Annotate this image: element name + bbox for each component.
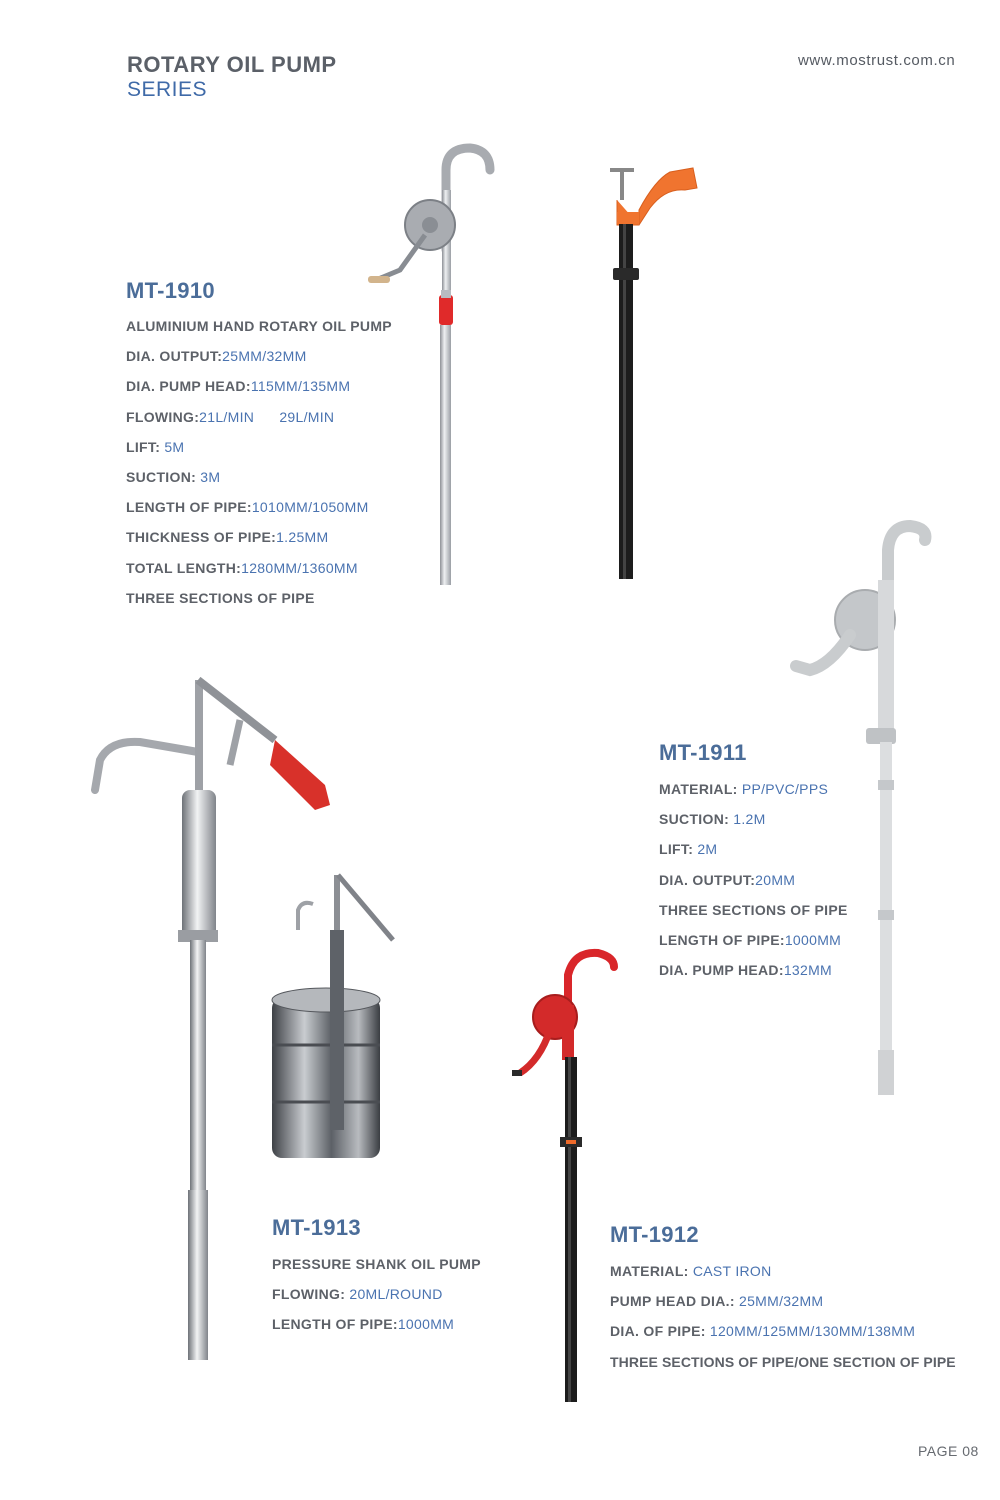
mt1913-barrel-image: [268, 870, 398, 1165]
spec-row: SUCTION: 1.2M: [659, 811, 766, 828]
spec-row: DIA. PUMP HEAD:132MM: [659, 962, 832, 979]
spec-row: LENGTH OF PIPE:1000MM: [659, 932, 842, 949]
spec-row: TOTAL LENGTH:1280MM/1360MM: [126, 559, 358, 576]
mt1913-specs: [272, 1249, 481, 1340]
spec-row: LENGTH OF PIPE:1010MM/1050MM: [126, 499, 369, 516]
mt1911-model: MT-1911: [659, 740, 747, 765]
mt1912-specs: [610, 1256, 956, 1377]
spec-row: PRESSURE SHANK OIL PUMP: [272, 1256, 481, 1272]
page-number: PAGE 08: [918, 1443, 979, 1459]
mt1913-model: MT-1913: [272, 1215, 361, 1240]
mt1912-model: MT-1912: [610, 1222, 699, 1247]
page-title: ROTARY OIL PUMP: [127, 52, 337, 77]
spec-row: DIA. OF PIPE: 120MM/125MM/130MM/138MM: [610, 1323, 916, 1340]
spec-row: LENGTH OF PIPE:1000MM: [272, 1316, 455, 1333]
spec-row: DIA. OUTPUT:25MM/32MM: [126, 348, 307, 365]
mt1910-specs: [126, 311, 392, 613]
spec-row: ALUMINIUM HAND ROTARY OIL PUMP: [126, 318, 392, 334]
mt1910-black-pump-image: [605, 160, 705, 585]
page-subtitle: SERIES: [127, 78, 208, 101]
spec-row: LIFT: 5M: [126, 438, 185, 455]
spec-row: MATERIAL: PP/PVC/PPS: [659, 781, 829, 797]
spec-row: FLOWING: 20ML/ROUND: [272, 1286, 443, 1303]
spec-row: DIA. OUTPUT:20MM: [659, 871, 796, 888]
spec-row: FLOWING:21L/MIN 29L/MIN: [126, 408, 335, 425]
spec-row: SUCTION: 3M: [126, 469, 221, 486]
spec-row: DIA. PUMP HEAD:115MM/135MM: [126, 378, 351, 395]
spec-row: THREE SECTIONS OF PIPE: [659, 901, 848, 918]
spec-row: THREE SECTIONS OF PIPE: [126, 589, 315, 606]
spec-row: MATERIAL: CAST IRON: [610, 1263, 772, 1279]
mt1910-model: MT-1910: [126, 278, 215, 303]
spec-row: LIFT: 2M: [659, 841, 718, 858]
spec-row: THICKNESS OF PIPE:1.25MM: [126, 529, 329, 546]
spec-row: THREE SECTIONS OF PIPE/ONE SECTION OF PIPE: [610, 1353, 956, 1370]
spec-row: PUMP HEAD DIA.: 25MM/32MM: [610, 1293, 824, 1310]
mt1911-specs: [659, 774, 848, 985]
website-url[interactable]: www.mostrust.com.cn: [798, 52, 956, 69]
